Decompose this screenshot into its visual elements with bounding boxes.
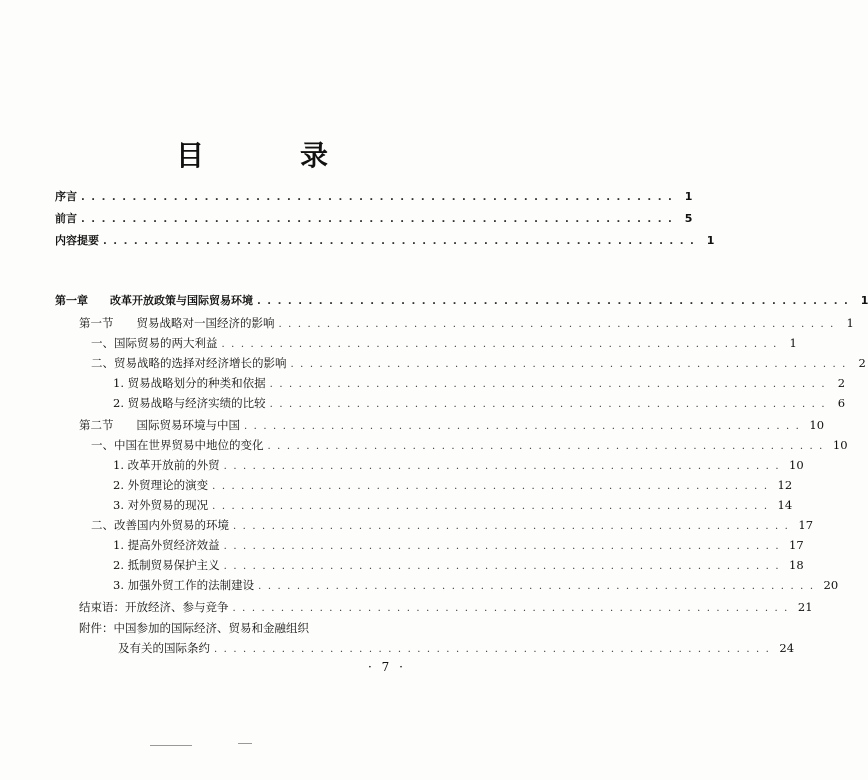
page-number: · 7 · [368, 660, 406, 674]
toc-entry-label: 2. 抵制贸易保护主义 [113, 558, 220, 572]
toc-entry-label: 一、中国在世界贸易中地位的变化 [91, 438, 264, 452]
scan-smudge [238, 743, 252, 744]
toc-entry-page: 20 [823, 578, 839, 592]
toc-entry-label: 二、贸易战略的选择对经济增长的影响 [91, 356, 287, 370]
toc-entry-label: 1. 提高外贸经济效益 [113, 538, 220, 552]
toc-entry-item[interactable] [91, 516, 814, 534]
toc-entry-summary[interactable] [55, 232, 715, 250]
toc-entry-page: 17 [798, 518, 814, 532]
scan-smudge [150, 745, 192, 746]
toc-entry-label: 附件：中国参加的国际经济、贸易和金融组织 [79, 621, 309, 635]
toc-entry-subitem[interactable] [113, 476, 793, 494]
toc-entry-item[interactable] [91, 354, 866, 372]
dot-leader: .......................................................... [290, 359, 852, 370]
toc-entry-section-2[interactable] [79, 416, 825, 434]
toc-entry-label: 2. 贸易战略与经济实绩的比较 [113, 396, 266, 410]
toc-entry-label: 第二节 国际贸易环境与中国 [79, 418, 240, 432]
dot-leader: .......................................................... [232, 603, 794, 614]
toc-entry-page: 1 [684, 190, 693, 203]
toc-entry-label: 3. 对外贸易的现况 [113, 498, 209, 512]
dot-leader: .......................................................... [257, 296, 855, 307]
toc-entry-label: 内容提要 [55, 234, 99, 247]
dot-leader: .......................................................... [223, 541, 786, 552]
toc-entry-item[interactable] [91, 436, 848, 454]
toc-entry-page: 5 [684, 212, 693, 225]
toc-entry-page: 21 [797, 600, 813, 614]
toc-entry-subitem[interactable] [113, 456, 804, 474]
toc-entry-page: 12 [777, 478, 793, 492]
dot-leader: .......................................................... [244, 421, 806, 432]
toc-entry-page: 17 [789, 538, 804, 552]
toc-entry-label: 1. 改革开放前的外贸 [113, 458, 220, 472]
toc-entry-label: 第一节 贸易战略对一国经济的影响 [79, 316, 275, 330]
toc-entry-label: 结束语：开放经济、参与竞争 [79, 600, 229, 614]
toc-entry-chapter-1[interactable] [55, 292, 868, 310]
toc-entry-page: 1 [846, 316, 854, 330]
toc-entry-page: 1 [789, 336, 797, 350]
toc-entry-page: 2 [858, 356, 866, 370]
dot-leader: .......................................................... [103, 236, 701, 247]
dot-leader: .......................................................... [258, 581, 820, 592]
toc-entry-subitem[interactable] [113, 536, 804, 554]
dot-leader: .......................................................... [267, 441, 829, 452]
toc-entry-page: 18 [789, 558, 804, 572]
toc-entry-preface[interactable] [55, 188, 693, 206]
toc-entry-subitem[interactable] [113, 556, 804, 574]
toc-entry-subitem[interactable] [113, 374, 846, 392]
toc-entry-page: 1 [860, 294, 868, 307]
dot-leader: .......................................................... [212, 481, 774, 492]
toc-entry-label: 及有关的国际条约 [118, 641, 210, 655]
toc-entry-page: 10 [832, 438, 848, 452]
toc-entry-label: 第一章 改革开放政策与国际贸易环境 [55, 294, 253, 307]
dot-leader: .......................................................... [212, 501, 774, 512]
toc-entry-appendix[interactable] [79, 619, 433, 637]
dot-leader: .......................................................... [81, 192, 679, 203]
toc-entry-page: 10 [809, 418, 825, 432]
dot-leader: .......................................................... [223, 461, 786, 472]
toc-entry-subitem[interactable] [113, 576, 839, 594]
toc-entry-page: 6 [837, 396, 846, 410]
toc-entry-page: 14 [777, 498, 793, 512]
toc-entry-label: 前言 [55, 212, 77, 225]
toc-entry-foreword[interactable] [55, 210, 693, 228]
toc-entry-label: 1. 贸易战略划分的种类和依据 [113, 376, 266, 390]
toc-entry-label: 一、国际贸易的两大利益 [91, 336, 218, 350]
toc-entry-page: 10 [789, 458, 804, 472]
dot-leader: .......................................................... [214, 644, 776, 655]
toc-entry-subitem[interactable] [113, 496, 793, 514]
dot-leader: .......................................................... [81, 214, 679, 225]
toc-entry-item[interactable] [91, 334, 797, 352]
toc-entry-appendix-continued[interactable] [118, 639, 795, 657]
toc-entry-label: 2. 外贸理论的演变 [113, 478, 209, 492]
toc-entry-page: 1 [706, 234, 715, 247]
dot-leader: .......................................................... [223, 561, 786, 572]
dot-leader: .......................................................... [221, 339, 783, 350]
toc-entry-label: 序言 [55, 190, 77, 203]
dot-leader: .......................................................... [278, 319, 840, 330]
toc-entry-subitem[interactable] [113, 394, 846, 412]
dot-leader: .......................................................... [233, 521, 795, 532]
dot-leader: .......................................................... [269, 399, 832, 410]
toc-entry-page: 2 [837, 376, 846, 390]
page-title: 目 录 [175, 139, 362, 172]
toc-entry-section-1[interactable] [79, 314, 854, 332]
toc-entry-label: 3. 加强外贸工作的法制建设 [113, 578, 255, 592]
dot-leader: .......................................................... [269, 379, 832, 390]
toc-entry-page: 24 [779, 641, 795, 655]
toc-entry-label: 二、改善国内外贸易的环境 [91, 518, 229, 532]
toc-entry-conclusion[interactable] [79, 598, 813, 616]
